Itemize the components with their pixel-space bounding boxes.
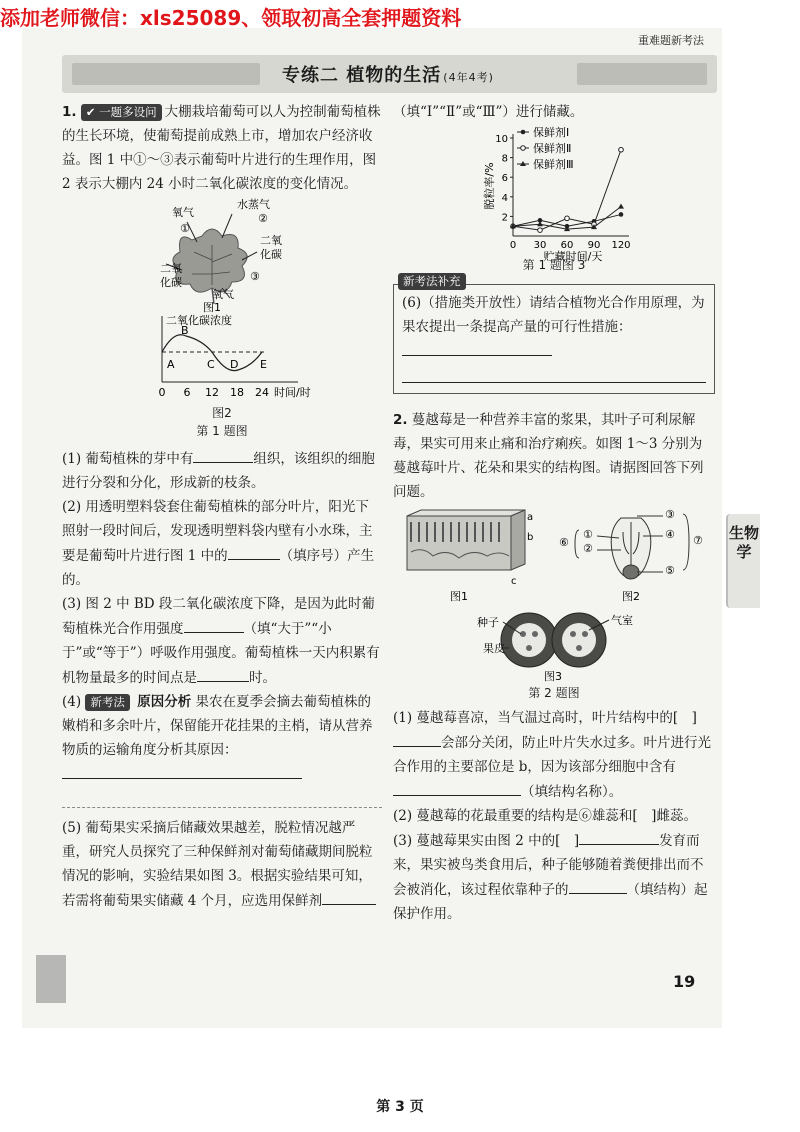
- flower-label-7: ⑦: [693, 534, 703, 547]
- q1-s2: [62, 495, 382, 592]
- q2-s1-c: （填结构名称）。: [521, 784, 623, 800]
- grape-leaf-illustration: [173, 229, 247, 304]
- q1-s3-blank-2[interactable]: [197, 665, 249, 682]
- q2-s3-blank-2[interactable]: [569, 877, 627, 894]
- fig1-label-2: ②: [258, 212, 268, 225]
- fig1-caption: 图1: [203, 301, 221, 314]
- page-number-inner: 19: [673, 972, 696, 991]
- fruit-label-air-chamber: 气室: [611, 614, 633, 627]
- q2-s3-a: (3) 蔓越莓果实由图 2 中的[ ]: [393, 833, 580, 849]
- fig1-label-co2-l1: 二氧: [160, 262, 182, 275]
- fig2-tick-24: 24: [255, 386, 269, 399]
- fig3-ytick-label: 4: [501, 192, 508, 204]
- leaf-label-c: c: [511, 576, 517, 587]
- q1-s4: [62, 690, 382, 787]
- fig3-point: [619, 147, 624, 152]
- q2-s1-a: (1) 蔓越莓喜凉，当气温过高时，叶片结构中的[ ]: [393, 710, 697, 726]
- q2-s3-b: 发育而来，果实被鸟类食用后，种子能够随着粪便排出而不会被消化，该过程依靠种子的: [393, 833, 704, 898]
- q1-s4-answer-line[interactable]: [62, 795, 382, 808]
- subject-side-tab: 生物学: [726, 514, 760, 608]
- q1-fig2: [62, 312, 382, 404]
- fig3-point: [619, 212, 624, 217]
- fig3-ytick-label: 6: [501, 173, 508, 185]
- q1-s1-b: 组织，该组织的细胞进行分裂和分化，形成新的枝条。: [62, 451, 375, 491]
- flower-brace-left: [575, 530, 579, 558]
- flower-diagram: [611, 518, 651, 579]
- q1-s4-text: 果农在夏季会摘去葡萄植株的嫩梢和多余叶片，保留能开花挂果的主梢，请从营养物质的运输角度分析其原因：: [62, 694, 373, 758]
- q2-fig1-fig2: [393, 508, 715, 604]
- fig2-point-a: A: [167, 358, 175, 371]
- flower-label-6: ⑥: [559, 536, 569, 549]
- q1-s3-b: （填“大于”“小于”或“等于”）呼吸作用强度。葡萄植株一天内积累有机物量最多的时间点是: [62, 621, 380, 686]
- fig1-label-co2-l2: 化碳: [160, 276, 182, 289]
- q1-s6-tag: 新考法补充: [398, 273, 466, 290]
- q2-s2: [393, 804, 715, 828]
- fig3-xtick-label: 60: [560, 240, 574, 251]
- q2-fig-caption: 第 2 题图: [528, 686, 580, 700]
- fig2-caption: 图2: [212, 406, 232, 420]
- q1-tag: ✔ 一题多设问: [81, 104, 162, 121]
- q1-s6-text: (6)（措施类开放性）请结合植物光合作用原理，为果农提出一条提高产量的可行性措施：: [402, 295, 705, 335]
- fig3-point: [565, 216, 570, 221]
- scan-smudge: [36, 955, 66, 1003]
- fig2-point-e: E: [260, 358, 267, 371]
- fig3-legend-label: 保鲜剂Ⅰ: [533, 126, 570, 139]
- q2-s1-blank-1[interactable]: [393, 730, 441, 747]
- q1-number: 1.: [62, 104, 77, 120]
- q2-s1-b: 会部分关闭，防止叶片失水过多。叶片进行光合作用的主要部位是 b，因为该部分细胞中含有: [393, 735, 711, 775]
- flower-label-3: ③: [665, 508, 675, 521]
- fig3-xlabel: 贮藏时间/天: [543, 250, 603, 263]
- header-watermark-note: 添加老师微信：xls25089、领取初高全套押题资料: [0, 6, 462, 30]
- q1-s3: [62, 592, 382, 690]
- q1-s4-tag: 新考法: [85, 694, 130, 711]
- fig2-point-d: D: [230, 358, 239, 371]
- fig3-xtick-label: 0: [509, 240, 517, 251]
- q1-s3-a: (3) 图 2 中 BD 段二氧化碳浓度下降，是因为此时葡萄植株光合作用强度: [62, 596, 375, 637]
- q1-fig3-chart: [393, 124, 715, 263]
- fig3-xtick-label: 120: [611, 240, 631, 251]
- fig3-legend-marker: [521, 146, 526, 151]
- q1-s5: [62, 816, 382, 913]
- q1-s1: [62, 446, 382, 495]
- title-decor-left: [72, 63, 260, 85]
- fig3-ytick-label: 10: [495, 134, 508, 145]
- q2-s3-blank-1[interactable]: [579, 828, 659, 845]
- fig3-caption: 第 1 题图 3: [522, 258, 586, 272]
- q2-fig3: [393, 604, 715, 684]
- corner-tag: 重难题新考法: [638, 34, 704, 47]
- left-column: [62, 100, 382, 913]
- q1-s2-blank[interactable]: [228, 543, 280, 560]
- leaf-label-a: a: [527, 512, 534, 523]
- q1-fig-caption: 第 1 题图: [196, 424, 248, 438]
- q1-s4-blank[interactable]: [62, 762, 302, 779]
- fig3-xtick-label: 90: [587, 240, 601, 251]
- q1-s6: [402, 291, 706, 364]
- q1-s4-head: 原因分析: [137, 694, 192, 710]
- q1-s6-blank[interactable]: [402, 339, 552, 356]
- q2-s3: [393, 828, 715, 926]
- title-decor-right: [577, 63, 707, 85]
- fig2-tick-18: 18: [230, 386, 244, 399]
- q2-s3-c: （填结构）起保护作用。: [393, 882, 708, 922]
- fig3-legend-label: 保鲜剂Ⅱ: [533, 142, 572, 155]
- q2-number: 2.: [393, 412, 408, 428]
- fig2-point-b: B: [181, 324, 189, 337]
- fig2-tick-6: 6: [183, 386, 191, 399]
- q1-tag-text: 一题多设问: [99, 105, 157, 119]
- fruit-label-seed: 种子: [477, 616, 499, 629]
- right-column: [393, 100, 715, 926]
- fig3-ytick-label: 2: [501, 212, 508, 224]
- q2-fig3-caption: 图3: [544, 670, 562, 683]
- fig3-legend-label: 保鲜剂Ⅲ: [533, 158, 574, 171]
- fig3-ylabel: 脱粒率/%: [483, 162, 496, 210]
- page-title-text: 专练二 植物的生活: [282, 65, 442, 86]
- q1-stem-para: [62, 100, 382, 196]
- fig2-tick-12: 12: [205, 386, 219, 399]
- page-footer: 第 3 页: [376, 1099, 424, 1115]
- q1-fig1: [62, 200, 382, 312]
- q1-s5-cont: [393, 100, 715, 124]
- q1-s5-blank[interactable]: [322, 888, 376, 905]
- fig3-legend: [517, 125, 574, 171]
- fig3-ytick-label: 8: [501, 153, 508, 165]
- fig3-xtick-label: 30: [533, 240, 547, 251]
- fig1-label-1: ①: [180, 222, 190, 235]
- page-title: [282, 61, 494, 87]
- q2-s2-text: (2) 蔓越莓的花最重要的结构是⑥雄蕊和[ ]雌蕊。: [393, 808, 697, 824]
- q1-s1-a: (1) 葡萄植株的芽中有: [62, 451, 194, 467]
- fig2-xlabel: 时间/时: [274, 386, 311, 399]
- q2-fig1-caption: 图1: [450, 590, 468, 603]
- fig3-point: [618, 204, 624, 209]
- fig1-label-co2-r2: 化碳: [260, 248, 282, 261]
- fruit-label-peel: 果皮: [483, 642, 505, 655]
- q2-s1-blank-2[interactable]: [393, 779, 521, 796]
- fig2-point-c: C: [207, 358, 215, 371]
- fig1-label-3: ③: [250, 270, 260, 283]
- q1-stem: 大棚栽培葡萄可以人为控制葡萄植株的生长环境，使葡萄提前成熟上市，增加农户经济收益。图 1 中①～③表示葡萄叶片进行的生理作用，图 2 表示大棚内 24 小时二氧化碳浓度的变化情况。: [62, 104, 381, 192]
- flower-brace-right: [683, 514, 689, 570]
- q2-stem-para: [393, 408, 715, 504]
- leaf-label-b: b: [527, 532, 534, 543]
- q2-fig2-caption: 图2: [622, 590, 640, 603]
- q1-s5-a: (5) 葡萄果实采摘后储藏效果越差，脱粒情况越严重，研究人员探究了三种保鲜剂对葡萄储藏期间脱粒情况的影响，实验结果如图 3。根据实验结果可知，若需将葡萄果实储藏 4 个月，应选用保鲜剂: [62, 820, 373, 909]
- fig2-tick-0: 0: [158, 386, 166, 399]
- q1-s1-blank[interactable]: [193, 446, 253, 463]
- title-band: [62, 55, 717, 93]
- page-title-suffix: (4年4考): [443, 71, 494, 84]
- q1-s6-box: [393, 274, 715, 394]
- fig1-label-vapor: 水蒸气: [237, 198, 270, 211]
- flower-label-5: ⑤: [665, 564, 675, 577]
- q1-s2-b: （填序号）产生的。: [62, 548, 375, 588]
- fig3-legend-marker: [521, 130, 526, 135]
- flower-label-1: ①: [583, 528, 593, 541]
- fig2-ylabel: 二氧化碳浓度: [166, 314, 232, 327]
- q2-stem: 蔓越莓是一种营养丰富的浆果，其叶子可利尿解毒，果实可用来止痛和治疗痢疾。如图 1～3 分别为蔓越莓叶片、花朵和果实的结构图。请据图回答下列问题。: [393, 412, 704, 500]
- q1-s5-b: （填“Ⅰ”“Ⅱ”或“Ⅲ”）进行储藏。: [393, 104, 584, 120]
- q1-s2-a: (2) 用透明塑料袋套住葡萄植株的部分叶片，阳光下照射一段时间后，发现透明塑料袋内壁有小水珠，主要是葡萄叶片进行图 1 中的: [62, 499, 373, 564]
- leaf-cross-section: [407, 510, 525, 570]
- q1-s3-blank-1[interactable]: [184, 616, 244, 633]
- flower-label-4: ④: [665, 528, 675, 541]
- flower-label-2: ②: [583, 542, 593, 555]
- cranberry-fruit: [501, 613, 606, 667]
- fig1-label-oxygen: 氧气: [172, 206, 194, 219]
- fig3-point: [537, 221, 543, 226]
- q2-s1: [393, 706, 715, 804]
- fig3-point: [538, 228, 543, 233]
- q1-s3-c: 时。: [249, 670, 276, 686]
- fig1-label-co2-r1: 二氧: [260, 234, 282, 247]
- fig1-label-oxygen-bottom: 氧气: [212, 288, 234, 301]
- q1-s6-answer-line[interactable]: [402, 370, 706, 383]
- q1-s4-num: (4): [62, 694, 82, 710]
